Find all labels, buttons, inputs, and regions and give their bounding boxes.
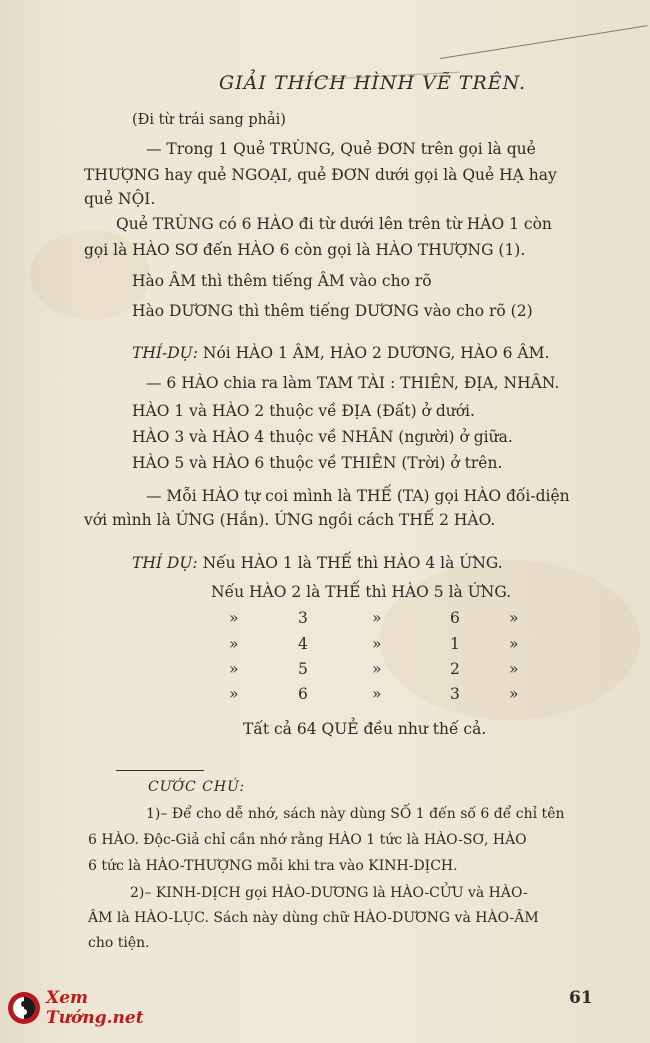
table-cell: »	[509, 635, 519, 653]
watermark-logo	[8, 988, 178, 1028]
body-line: — Trong 1 Quẻ TRÙNG, Quẻ ĐƠN trên gọi là quẻ	[146, 140, 536, 158]
table-cell: »	[372, 635, 382, 653]
table-cell: »	[229, 660, 239, 678]
table-cell: »	[372, 660, 382, 678]
table-cell: 3	[450, 685, 460, 703]
body-line: — 6 HÀO chia ra làm TAM TÀI : THIÊN, ĐỊA, NHÂN.	[146, 374, 560, 392]
table-cell: 6	[450, 609, 460, 627]
table-cell: 2	[450, 660, 460, 678]
body-line: HÀO 3 và HÀO 4 thuộc về NHÂN (người) ở giữa.	[132, 428, 513, 446]
direction-note: (Đi từ trái sang phải)	[132, 112, 286, 128]
footnotes-title: CƯỚC CHÚ:	[148, 779, 246, 795]
footnote-line: 6 tức là HÀO-THƯỢNG mỗi khi tra vào KINH-DỊCH.	[88, 858, 458, 874]
table-row	[0, 611, 650, 631]
table-cell: 3	[298, 609, 308, 627]
body-line: gọi là HÀO SƠ đến HÀO 6 còn gọi là HÀO THƯỢNG (1).	[84, 241, 526, 259]
table-row	[0, 637, 650, 657]
body-line: Nếu HÀO 2 là THẾ thì HÀO 5 là ỨNG.	[211, 583, 512, 601]
footnote-line: 2)– KINH-DỊCH gọi HÀO-DƯƠNG là HÀO-CỬU và HÀO-	[130, 885, 528, 901]
body-line: Quẻ TRÙNG có 6 HÀO đi từ dưới lên trên từ HÀO 1 còn	[116, 215, 552, 233]
body-line: THƯỢNG hay quẻ NGOẠI, quẻ ĐƠN dưới gọi là Quẻ HẠ hay	[84, 166, 557, 184]
body-line: HÀO 1 và HÀO 2 thuộc về ĐỊA (Đất) ở dưới.	[132, 402, 475, 420]
pencil-mark	[440, 25, 648, 59]
body-line: quẻ NỘI.	[84, 190, 156, 208]
example-text: Nếu HÀO 1 là THẾ thì HÀO 4 là ỨNG.	[202, 554, 503, 572]
example-label: THÍ-DỤ:	[132, 344, 198, 362]
table-row	[0, 687, 650, 707]
table-cell: 4	[298, 635, 308, 653]
table-cell: »	[229, 685, 239, 703]
table-cell: »	[509, 609, 519, 627]
summary-line: Tất cả 64 QUẺ đều như thế cả.	[243, 720, 487, 738]
example-label: THÍ DỤ:	[132, 554, 198, 572]
footnote-line: cho tiện.	[88, 935, 150, 951]
example-line	[132, 556, 503, 572]
footnote-line: 6 HÀO. Độc-Giả chỉ cần nhớ rằng HÀO 1 tức là HÀO-SƠ, HÀO	[88, 832, 527, 848]
example-line	[132, 346, 549, 362]
yin-yang-icon	[8, 992, 40, 1024]
body-line: HÀO 5 và HÀO 6 thuộc về THIÊN (Trời) ở trên.	[132, 454, 503, 472]
body-line: với mình là ỨNG (Hắn). ỨNG ngồi cách THẾ 2 HÀO.	[84, 511, 496, 529]
table-cell: »	[372, 609, 382, 627]
table-cell: »	[229, 609, 239, 627]
footnote-line: 1)– Để cho dễ nhớ, sách này dùng SỐ 1 đến số 6 để chỉ tên	[146, 806, 565, 822]
table-cell: »	[372, 685, 382, 703]
table-cell: »	[509, 660, 519, 678]
footnote-rule	[116, 770, 204, 771]
page-heading: GIẢI THÍCH HÌNH VẼ TRÊN.	[219, 72, 527, 94]
page-number: 61	[569, 988, 593, 1008]
example-text: Nói HÀO 1 ÂM, HÀO 2 DƯƠNG, HÀO 6 ÂM.	[202, 344, 550, 362]
footnote-line: ÂM là HÀO-LỤC. Sách này dùng chữ HÀO-DƯƠNG và HÀO-ÂM	[88, 910, 539, 926]
table-cell: »	[229, 635, 239, 653]
watermark-text: Xem Tướng.net	[46, 988, 144, 1028]
body-line: Hào DƯƠNG thì thêm tiếng DƯƠNG vào cho rõ (2)	[132, 302, 533, 320]
table-cell: 5	[298, 660, 308, 678]
table-row	[0, 662, 650, 682]
table-cell: »	[509, 685, 519, 703]
body-line: Hào ÂM thì thêm tiếng ÂM vào cho rõ	[132, 272, 432, 290]
body-line: — Mỗi HÀO tự coi mình là THẾ (TA) gọi HÀO đối-diện	[146, 487, 570, 505]
table-cell: 6	[298, 685, 308, 703]
table-cell: 1	[450, 635, 460, 653]
